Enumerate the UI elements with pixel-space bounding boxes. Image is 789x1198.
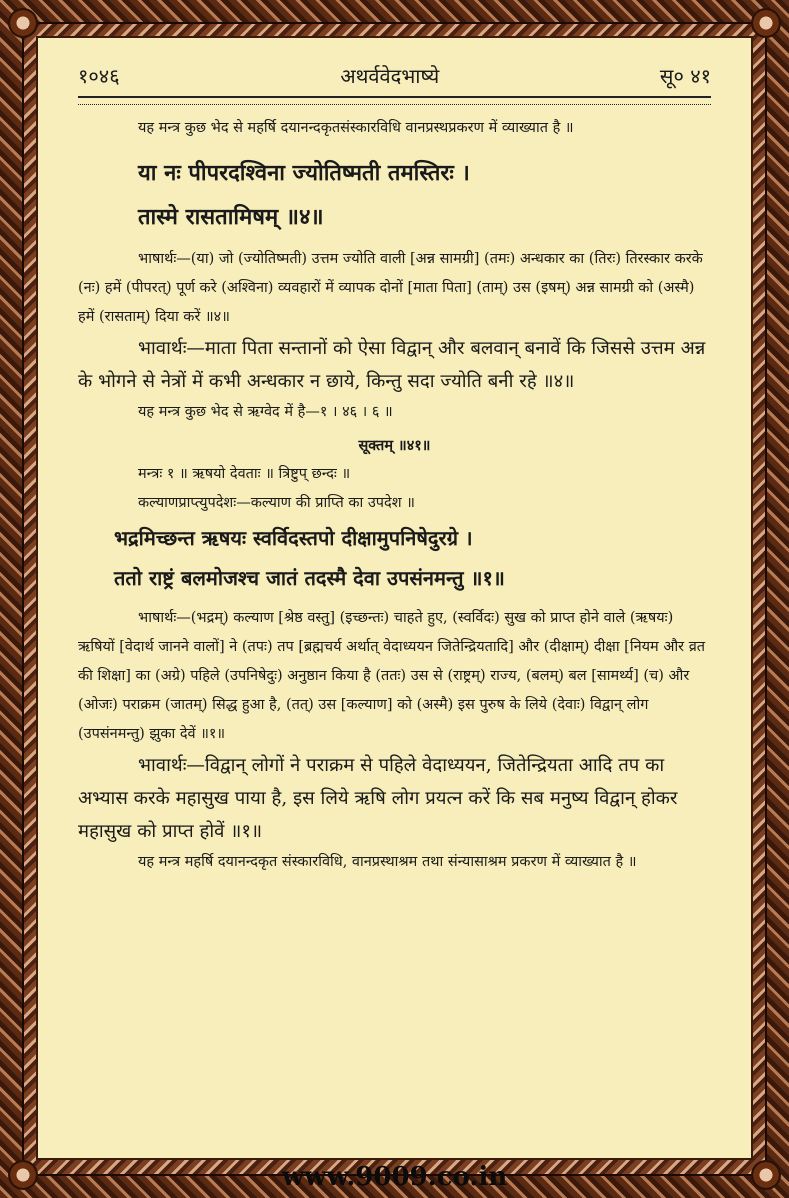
bhavartha-1: भावार्थः—विद्वान् लोगों ने पराक्रम से पहिले वेदाध्ययन, जितेन्द्रियता आदि तप का अभ्यास करके महासुख पाया है, इस लिये ऋषि लोग प्रयत्न करें कि सब मनुष्य विद्वान् होकर महासुख को प्राप्त होवें ॥१॥ [78, 755, 678, 842]
sukta-title: सूक्तम् ॥४१॥ [358, 437, 431, 454]
page-header [78, 60, 711, 90]
mantra-4-line-1: या नः पीपरदश्विना ज्योतिष्मती तमस्तिरः । [138, 160, 470, 186]
book-title: अथर्ववेदभाष्ये [340, 63, 440, 88]
website-watermark: www.9009.co.in [281, 1162, 508, 1192]
sukta-reference: सू० ४१ [659, 63, 711, 88]
closing-note: यह मन्त्र महर्षि दयानन्दकृत संस्कारविधि, वानप्रस्थाश्रम तथा संन्यासाश्रम प्रकरण में व्याख्यात है ॥ [138, 854, 637, 870]
bhashartha-1: भाषार्थः—(भद्रम्) कल्याण [श्रेष्ठ वस्तु] (इच्छन्तः) चाहते हुए, (स्वर्विदः) सुख को प्राप्त होने वाले (ऋषयः) ऋषियों [वेदार्थ जानने वालों] ने (तपः) तप [ब्रह्मचर्य अर्थात् वेदाध्ययन जितेन्द्रियतादि] और (दीक्षाम्) दीक्षा [नियम और व्रत की शिक्षा] का (अग्रे) पहिले (उपनिषेदुः) अनुष्ठान किया है (ततः) उस से (राष्ट्रम्) राज्य, (बलम्) बल [सामर्थ्य] (च) और (ओजः) पराक्रम (जातम्) सिद्ध हुआ है, (तत्) उस [कल्याण] को (अस्मै) इस पुरुष के लिये (देवाः) विद्वान् लोग (उपसंनमन्तु) झुका देवें ॥१॥ [78, 610, 706, 742]
corner-ornament-icon [8, 8, 38, 38]
mantra-info: मन्त्रः १ ॥ ऋषयो देवताः ॥ त्रिष्टुप् छन्दः ॥ [138, 466, 351, 482]
mantra-1-line-1: भद्रमिच्छन्त ऋषयः स्वर्विदस्तपो दीक्षामुपनिषेदुरग्रे । [114, 526, 473, 550]
mantra-1-line-2: ततो राष्ट्रं बलमोजश्च जातं तदस्मै देवा उपसंनमन्तु ॥१॥ [114, 566, 505, 590]
mantra-4-line-2: तास्मे रासतामिषम् ॥४॥ [138, 204, 324, 230]
book-page [36, 36, 753, 1160]
rigveda-reference: यह मन्त्र कुछ भेद से ऋग्वेद में है—१ । ४६ । ६ ॥ [138, 404, 393, 420]
bhashartha-4: भाषार्थः—(या) जो (ज्योतिष्मती) उत्तम ज्योति वाली [अन्न सामग्री] (तमः) अन्धकार का (तिरः) तिरस्कार करके (नः) हमें (पीपरत्) पूर्ण करे (अश्विना) व्यवहारों में व्यापक दोनों [माता पिता] (ताम्) उस (इषम्) अन्न सामग्री को (अस्मै) हमें (रासताम्) दिया करें ॥४॥ [78, 251, 703, 325]
bhavartha-4: भावार्थः—माता पिता सन्तानों को ऐसा विद्वान् और बलवान् बनावें कि जिससे उत्तम अन्न के भोगने से नेत्रों में कभी अन्धकार न छाये, किन्तु सदा ज्योति बनी रहे ॥४॥ [78, 338, 706, 392]
upadesha-line: कल्याणप्राप्त्युपदेशः—कल्याण की प्राप्ति का उपदेश ॥ [138, 495, 415, 511]
page-number: १०४६ [78, 63, 120, 88]
corner-ornament-icon [751, 8, 781, 38]
header-rule [78, 96, 711, 105]
intro-note: यह मन्त्र कुछ भेद से महर्षि दयानन्दकृतसंस्कारविधि वानप्रस्थप्रकरण में व्याख्यात है ॥ [138, 120, 574, 136]
page-content [78, 114, 711, 877]
